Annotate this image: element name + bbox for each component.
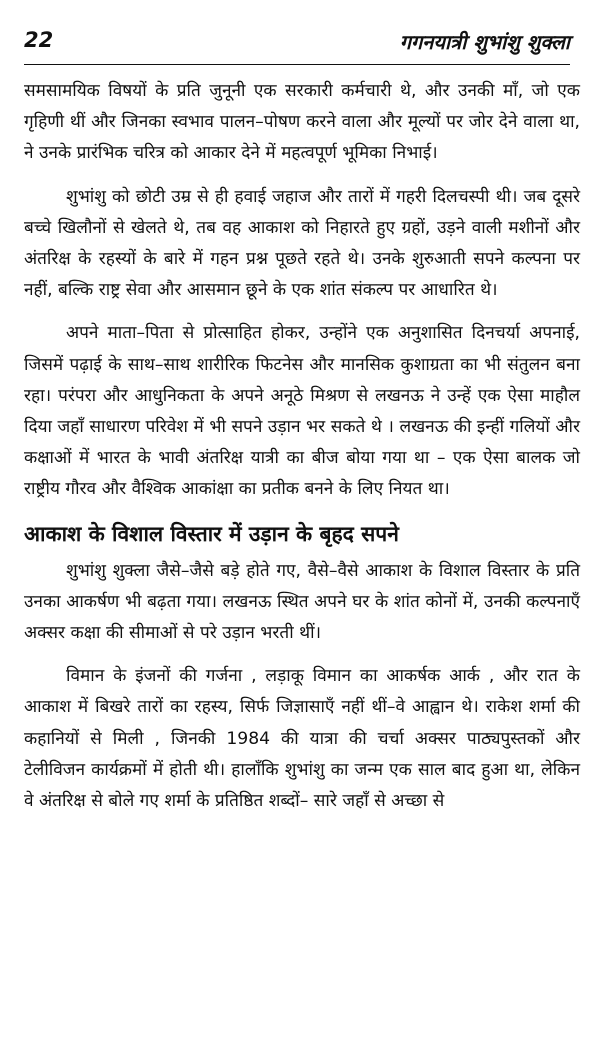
paragraph: शुभांशु शुक्ला जैसे–जैसे बड़े होते गए, वैसे–वैसे आकाश के विशाल विस्तार के प्रति उनका आकर्षण भी बढ़ता गया। लखनऊ स्थित अपने घर के शांत कोनों में, उनकी कल्पनाएँ अक्सर कक्षा की सीमाओं से परे उड़ान भरती थीं। <box>24 560 580 644</box>
paragraph-continued: समसामयिक विषयों के प्रति जुनूनी एक सरकारी कर्मचारी थे, और उनकी माँ, जो एक गृहिणी थीं और जिनका स्वभाव पालन–पोषण करने वाला और मूल्यों पर जोर देने वाला था, ने उनके प्रारंभिक चरित्र को आकार देने में महत्वपूर्ण भूमिका निभाई। <box>24 81 580 164</box>
section-heading: आकाश के विशाल विस्तार में उड़ान के बृहद सपने <box>24 521 399 546</box>
running-title: गगनयात्री शुभांशु शुक्ला <box>399 30 570 54</box>
paragraph: विमान के इंजनों की गर्जना , लड़ाकू विमान का आकर्षक आर्क , और रात के आकाश में बिखरे तारों का रहस्य, सिर्फ जिज्ञासाएँ नहीं थीं–वे आह्वान थे। राकेश शर्मा की कहानियों से मिली , जिनकी 1984 की यात्रा की चर्चा अक्सर पाठ्यपुस्तकों और टेलीविजन कार्यक्रमों में होती थी। हालाँकि शुभांशु का जन्म एक साल बाद हुआ था, लेकिन वे अंतरिक्ष से बोले गए शर्मा के प्रतिष्ठित शब्दों– सारे जहाँ से अच्छा से <box>24 666 580 812</box>
paragraph: शुभांशु को छोटी उम्र से ही हवाई जहाज और तारों में गहरी दिलचस्पी थी। जब दूसरे बच्चे खिलौनों से खेलते थे, तब वह आकाश को निहारते हुए ग्रहों, उड़ने वाली मशीनों और अंतरिक्ष के रहस्यों के बारे में गहन प्रश्न पूछते रहते थे। उनके शुरुआती सपने कल्पना पर नहीं, बल्कि राष्ट्र सेवा और आसमान छूने के एक शांत संकल्प पर आधारित थे। <box>24 186 580 301</box>
page-number: 22 <box>24 28 54 52</box>
page-header <box>24 28 570 68</box>
page-body <box>24 76 580 817</box>
header-divider <box>24 64 570 65</box>
paragraph: अपने माता–पिता से प्रोत्साहित होकर, उन्होंने एक अनुशासित दिनचर्या अपनाई, जिसमें पढ़ाई के साथ–साथ शारीरिक फिटनेस और मानसिक कुशाग्रता का भी संतुलन बना रहा। परंपरा और आधुनिकता के अपने अनूठे मिश्रण से लखनऊ ने उन्हें एक ऐसा माहौल दिया जहाँ साधारण परिवेश में भी सपने उड़ान भर सकते थे । लखनऊ की इन्हीं गलियों और कक्षाओं में भारत के भावी अंतरिक्ष यात्री का बीज बोया गया था – एक ऐसा बालक जो राष्ट्रीय गौरव और वैश्विक आकांक्षा का प्रतीक बनने के लिए नियत था। <box>24 323 580 500</box>
